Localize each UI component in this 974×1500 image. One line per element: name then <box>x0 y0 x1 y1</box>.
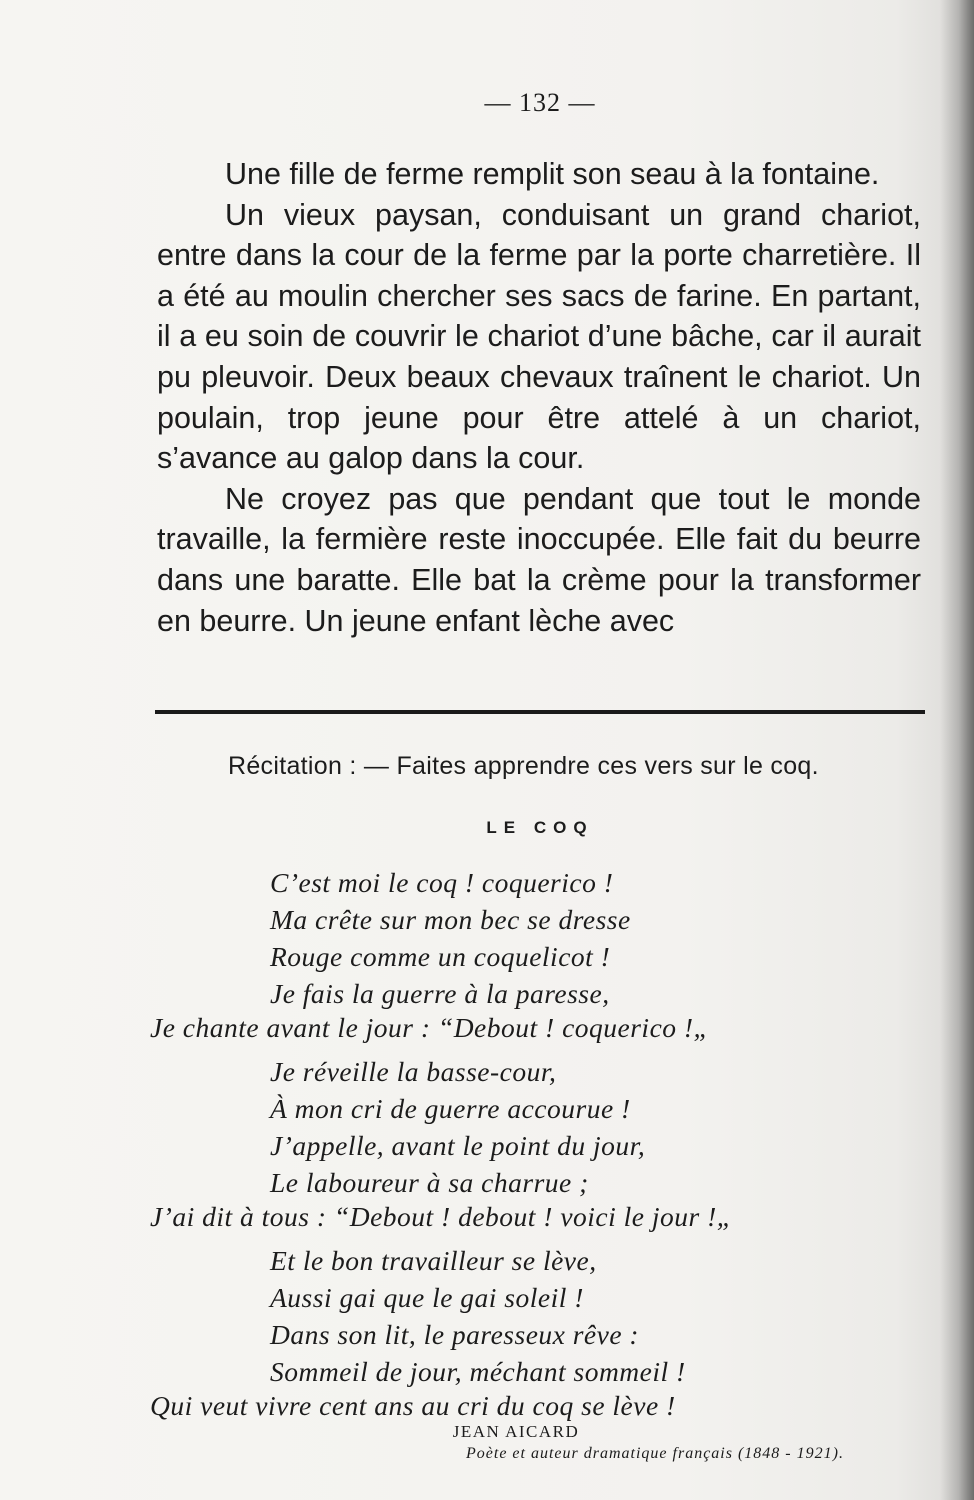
prose-text <box>157 154 921 641</box>
poem-line: Rouge comme un coquelicot ! <box>270 941 611 972</box>
poem-line: Dans son lit, le paresseux rêve : <box>270 1319 640 1350</box>
paragraph: Ne croyez pas que pendant que tout le monde travaille, la fermière reste inoccupée. Elle fait du beurre dans une baratte. Elle bat la crème pour la transformer en beurre. Un jeune enfant lèche avec <box>157 481 921 638</box>
poem-line: Le laboureur à sa charrue ; <box>270 1167 589 1198</box>
recitation-instruction <box>228 752 928 781</box>
author-description: Poète et auteur dramatique français (1848 - 1921). <box>466 1445 844 1462</box>
poem-line: J’ai dit à tous : “Debout ! debout ! voici le jour !„ <box>150 1201 733 1232</box>
poem-line: Ma crête sur mon bec se dresse <box>270 904 631 935</box>
poem-line: Aussi gai que le gai soleil ! <box>270 1282 584 1313</box>
poem-line: Sommeil de jour, méchant sommeil ! <box>270 1356 686 1387</box>
poem-line: Qui veut vivre cent ans au cri du coq se lève ! <box>150 1390 676 1421</box>
recitation-text: — Faites apprendre ces vers sur le coq. <box>356 752 819 780</box>
poem-line: Et le bon travailleur se lève, <box>270 1245 597 1276</box>
paragraph: Une fille de ferme remplit son seau à la fontaine. <box>225 157 880 191</box>
poem-line: Je réveille la basse-cour, <box>270 1056 557 1087</box>
poem-line: À mon cri de guerre accourue ! <box>270 1093 631 1124</box>
poem-line: Je fais la guerre à la paresse, <box>270 978 610 1009</box>
section-divider <box>155 710 925 714</box>
page-edge-shadow <box>940 0 974 1500</box>
page-number: — 132 — <box>484 88 596 117</box>
poem-line: C’est moi le coq ! coquerico ! <box>270 867 614 898</box>
poem-title: LE COQ <box>486 818 594 837</box>
recitation-label: Récitation : <box>228 752 357 780</box>
poem-line: J’appelle, avant le point du jour, <box>270 1130 646 1161</box>
poem-line: Je chante avant le jour : “Debout ! coquerico !„ <box>150 1012 710 1043</box>
paragraph: Un vieux paysan, conduisant un grand chariot, entre dans la cour de la ferme par la porte charretière. Il a été au moulin chercher ses sacs de farine. En partant, il a eu soin de couvrir le chariot d’une bâche, car il aurait pu pleuvoir. Deux beaux chevaux traînent le chariot. Un poulain, trop jeune pour être attelé à un chariot, s’avance au galop dans la cour. <box>157 197 921 476</box>
author-name: JEAN AICARD <box>452 1422 580 1441</box>
